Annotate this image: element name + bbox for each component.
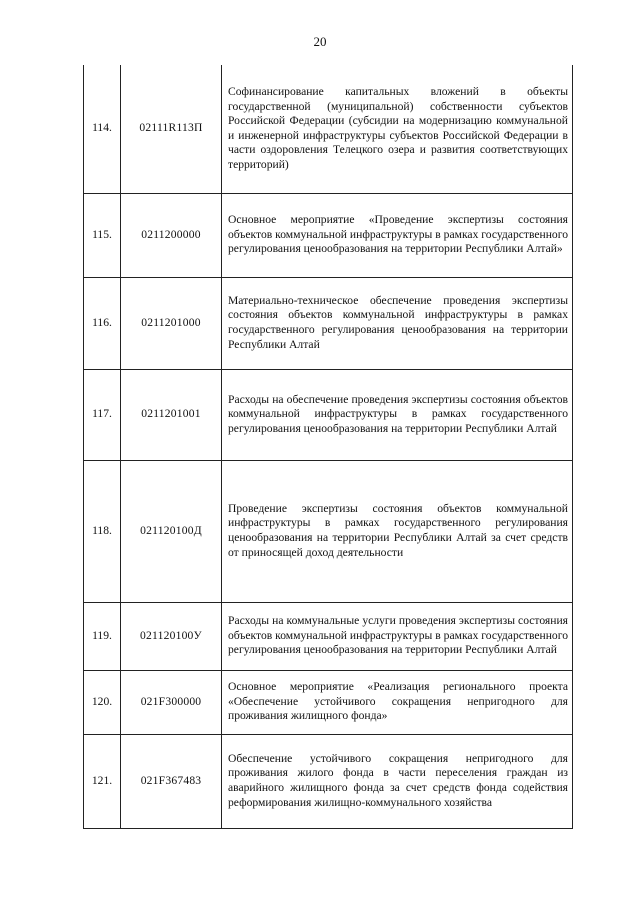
row-description bbox=[222, 277, 573, 369]
classification-code: 021120100Д bbox=[121, 460, 222, 602]
classification-code: 021F300000 bbox=[121, 670, 222, 734]
table-row bbox=[84, 602, 573, 670]
row-description bbox=[222, 65, 573, 193]
row-number: 121. bbox=[84, 734, 121, 828]
row-description bbox=[222, 460, 573, 602]
description-text: Расходы на коммунальные услуги проведения экспертизы состояния объектов коммунальной инфраструктуры в рамках государственного регулирования ценообразования на территории Республики Алтай bbox=[228, 614, 568, 657]
table-row bbox=[84, 670, 573, 734]
description-text: Основное мероприятие «Реализация регионального проекта «Обеспечение устойчивого сокращения непригодного для проживания жилищного фонда» bbox=[228, 680, 568, 723]
table-row bbox=[84, 369, 573, 460]
table-row bbox=[84, 460, 573, 602]
classification-code: 02111R113П bbox=[121, 65, 222, 193]
table-row bbox=[84, 65, 573, 193]
row-description bbox=[222, 670, 573, 734]
row-description bbox=[222, 369, 573, 460]
description-text: Софинансирование капитальных вложений в объекты государственной (муниципальной) собственности субъектов Российской Федерации (субсидии на модернизацию коммунальной и инженерной инфраструктуры субъектов Российской Федерации в части оздоровления Телецкого озера и развития соответствующих территорий) bbox=[228, 84, 568, 171]
description-text: Материально-техническое обеспечение проведения экспертизы состояния объектов коммунальной инфраструктуры в рамках государственного регулирования ценообразования на территории Республики Алтай bbox=[228, 293, 568, 351]
classification-code: 0211201000 bbox=[121, 277, 222, 369]
description-text: Обеспечение устойчивого сокращения непригодного для проживания жилого фонда в части переселения граждан из аварийного жилищного фонда за счет средств фонда содействия реформирования жилищно-коммунального хозяйства bbox=[228, 751, 568, 809]
row-description bbox=[222, 193, 573, 277]
row-number: 115. bbox=[84, 193, 121, 277]
row-number: 119. bbox=[84, 602, 121, 670]
classification-code: 0211201001 bbox=[121, 369, 222, 460]
description-text: Проведение экспертизы состояния объектов коммунальной инфраструктуры в рамках государственного регулирования ценообразования на территории Республики Алтай за счет средств от приносящей доход деятельности bbox=[228, 501, 568, 559]
row-description bbox=[222, 734, 573, 828]
row-number: 118. bbox=[84, 460, 121, 602]
row-description bbox=[222, 602, 573, 670]
row-number: 120. bbox=[84, 670, 121, 734]
row-number: 116. bbox=[84, 277, 121, 369]
row-number: 117. bbox=[84, 369, 121, 460]
description-text: Основное мероприятие «Проведение экспертизы состояния объектов коммунальной инфраструктуры в рамках государственного регулирования ценообразования на территории Республики Алтай» bbox=[228, 213, 568, 256]
table-row bbox=[84, 277, 573, 369]
classification-code: 021120100У bbox=[121, 602, 222, 670]
budget-classification-table bbox=[83, 65, 573, 829]
table-row bbox=[84, 193, 573, 277]
description-text: Расходы на обеспечение проведения экспертизы состояния объектов коммунальной инфраструктуры в рамках государственного регулирования ценообразования на территории Республики Алтай bbox=[228, 392, 568, 435]
classification-code: 0211200000 bbox=[121, 193, 222, 277]
page-number: 20 bbox=[313, 34, 327, 49]
table-row bbox=[84, 734, 573, 828]
row-number: 114. bbox=[84, 65, 121, 193]
classification-code: 021F367483 bbox=[121, 734, 222, 828]
